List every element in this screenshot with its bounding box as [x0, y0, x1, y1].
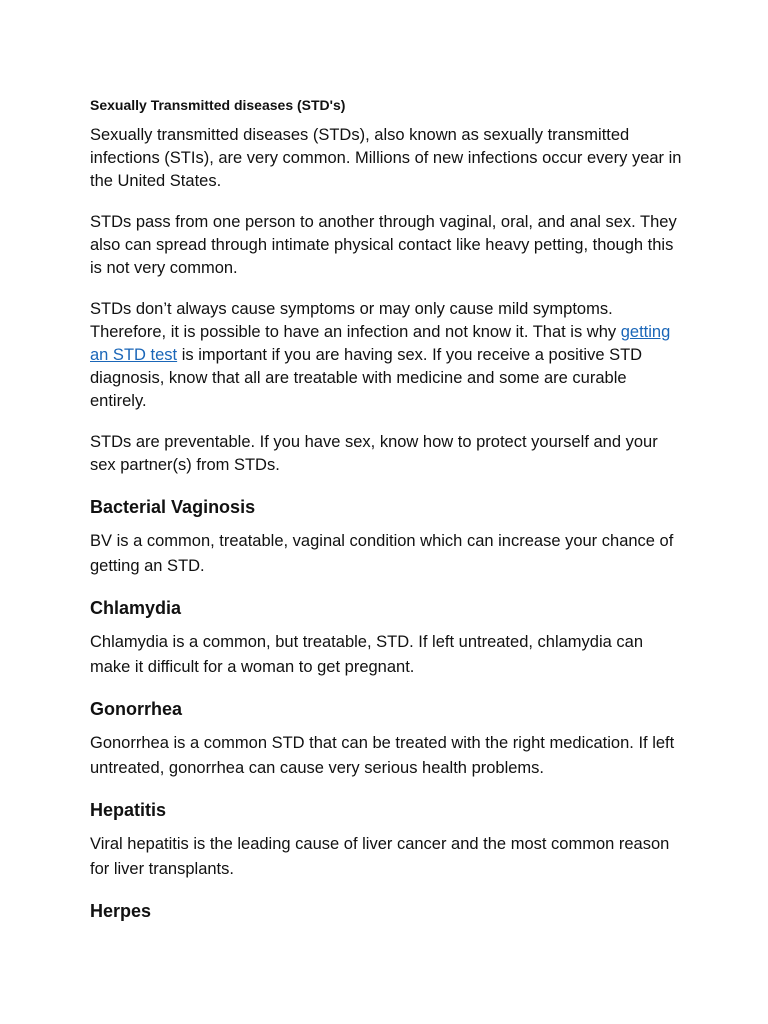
heading-herpes: Herpes [90, 901, 152, 921]
bacterial-vaginosis-text: BV is a common, treatable, vaginal condition which can increase your chance of getting an STD. [90, 532, 674, 575]
heading-bacterial-vaginosis: Bacterial Vaginosis [90, 497, 256, 517]
std-test-link[interactable]: getting an STD test [90, 323, 671, 364]
testing-text-after: is important if you are having sex. If you receive a positive STD diagnosis, know that all are treatable with medicine and some are curable entirely. [90, 346, 643, 410]
heading-gonorrhea: Gonorrhea [90, 699, 183, 719]
document-title: Sexually Transmitted diseases (STD's) [90, 97, 346, 113]
heading-hepatitis: Hepatitis [90, 800, 167, 820]
prevention-paragraph: STDs are preventable. If you have sex, know how to protect yourself and your sex partner(s) from STDs. [90, 433, 658, 474]
testing-text-before: STDs don’t always cause symptoms or may only cause mild symptoms. Therefore, it is possible to have an infection and not know it. That is why [90, 300, 621, 341]
document-page [90, 94, 682, 933]
testing-paragraph [90, 298, 682, 413]
intro-paragraph-2: STDs pass from one person to another through vaginal, oral, and anal sex. They also can spread through intimate physical contact like heavy petting, though this is not very common. [90, 213, 677, 277]
gonorrhea-text: Gonorrhea is a common STD that can be treated with the right medication. If left untreated, gonorrhea can cause very serious health problems. [90, 734, 675, 777]
intro-paragraph-1: Sexually transmitted diseases (STDs), also known as sexually transmitted infections (STIs), are very common. Millions of new infections occur every year in the United States. [90, 126, 682, 190]
hepatitis-text: Viral hepatitis is the leading cause of liver cancer and the most common reason for liver transplants. [90, 835, 670, 878]
chlamydia-text: Chlamydia is a common, but treatable, STD. If left untreated, chlamydia can make it difficult for a woman to get pregnant. [90, 633, 644, 676]
heading-chlamydia: Chlamydia [90, 598, 182, 618]
